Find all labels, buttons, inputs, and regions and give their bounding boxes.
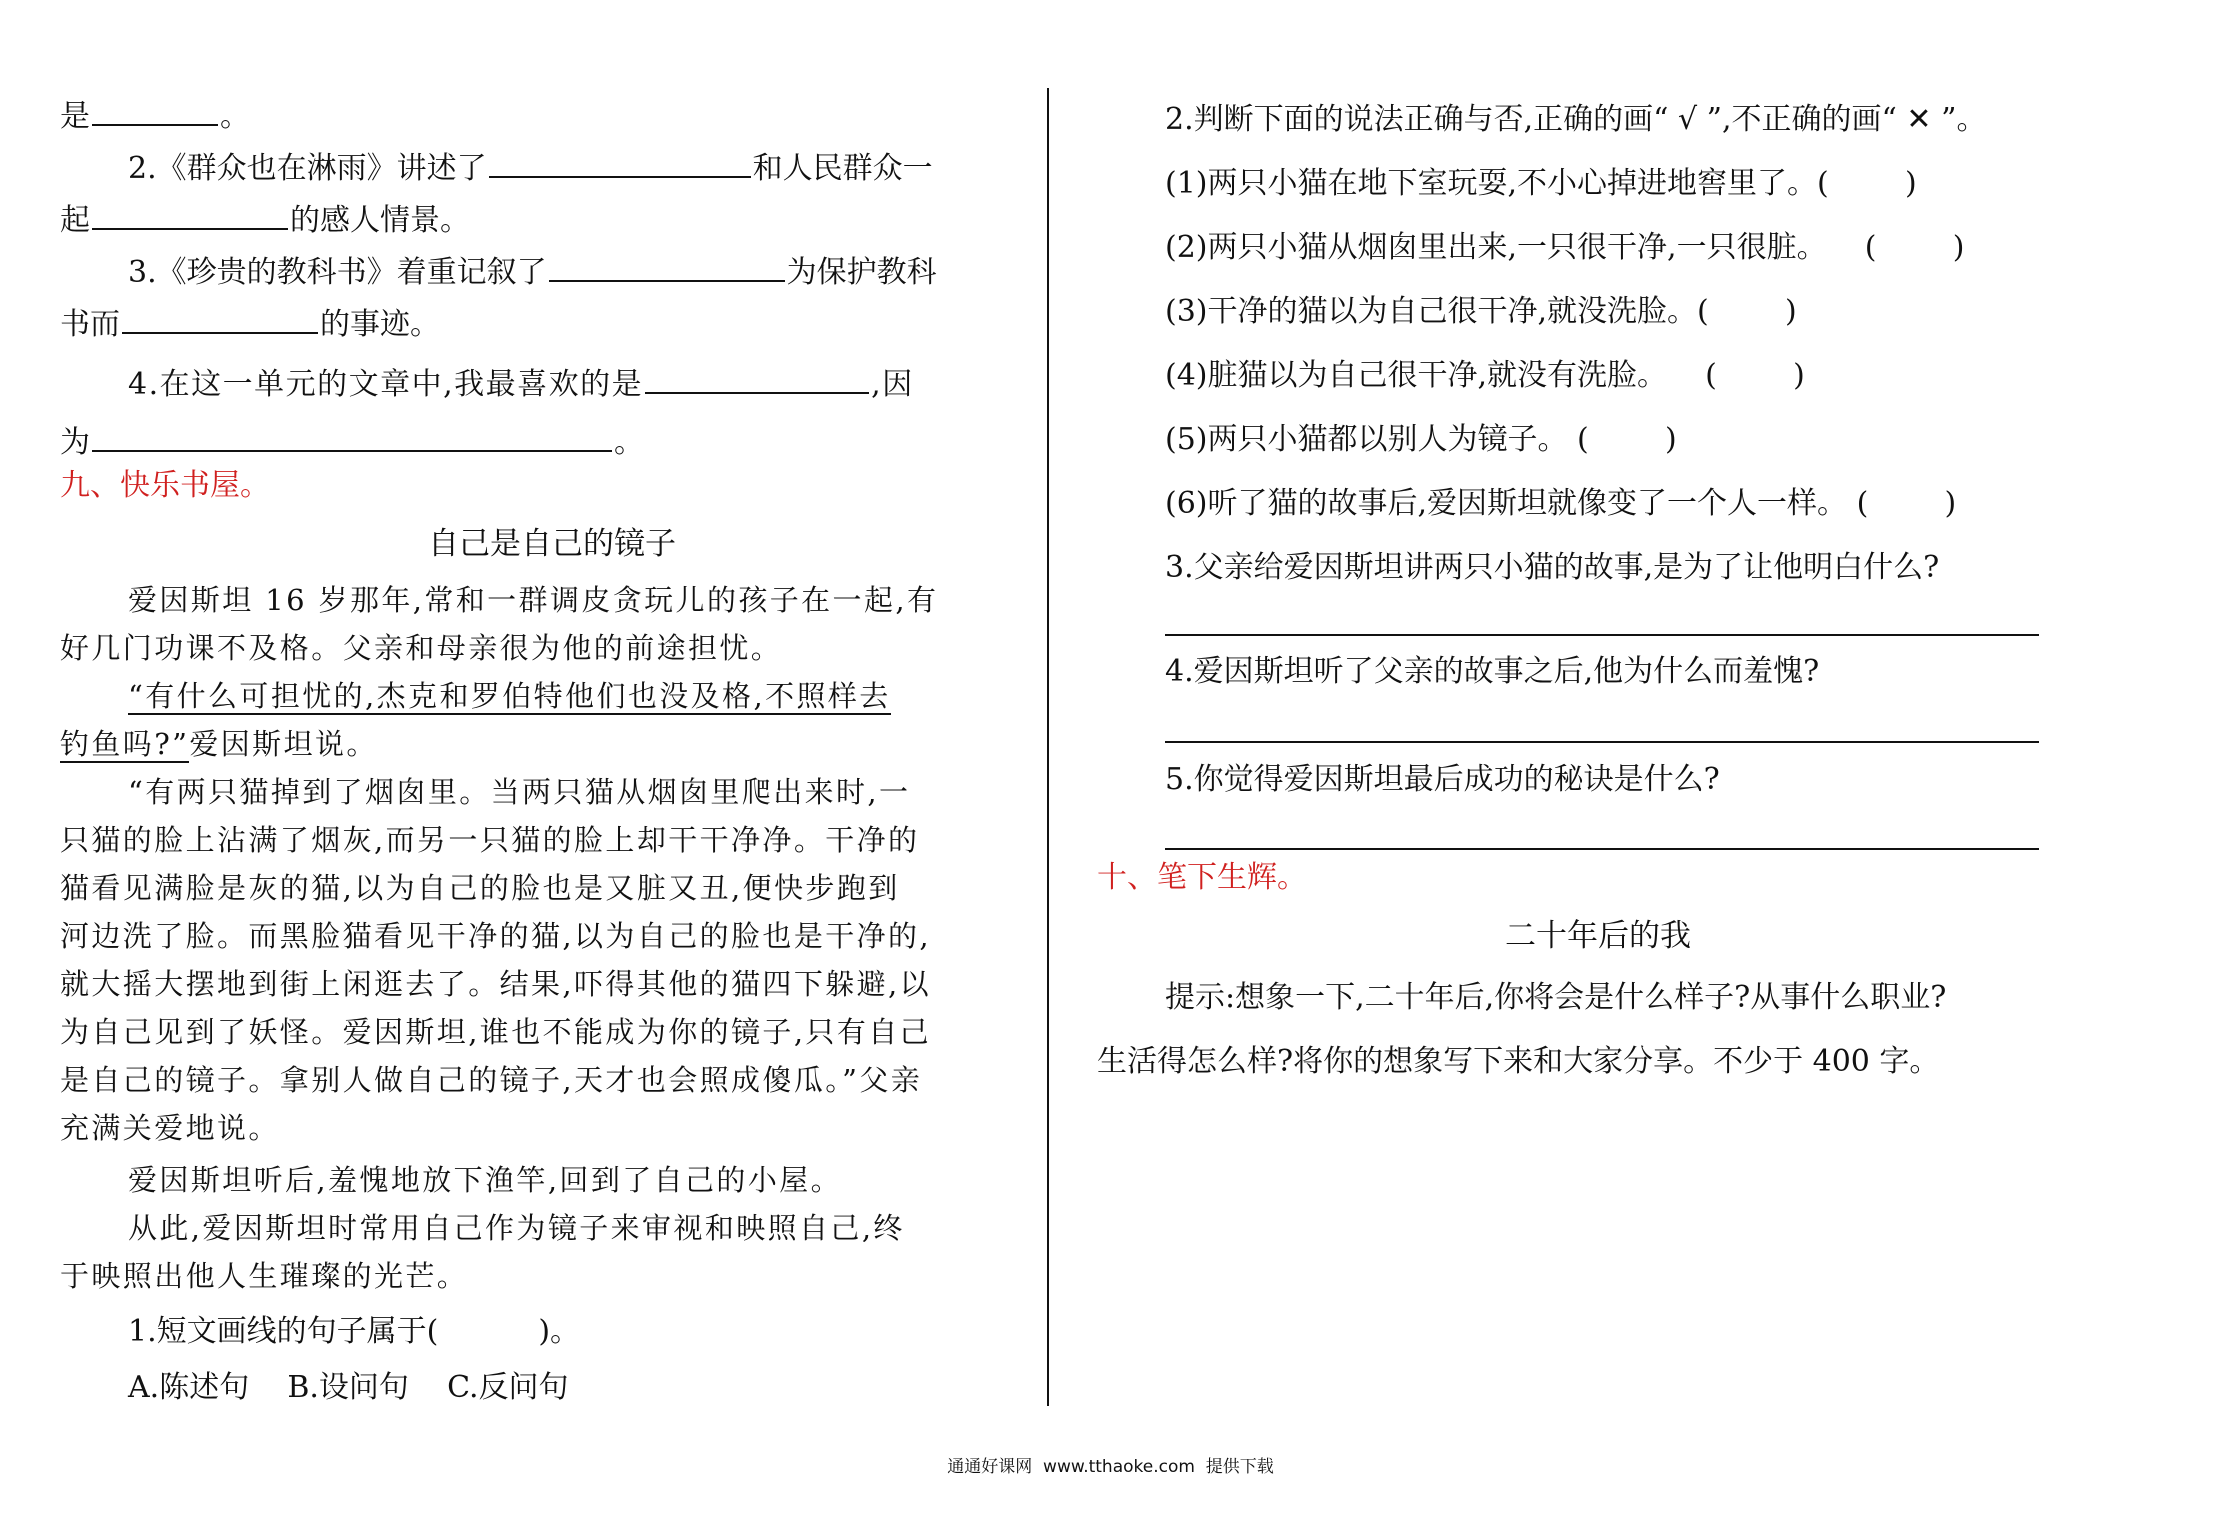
- story-line: 只猫的脸上沾满了烟灰,而另一只猫的脸上却干干净净。干净的: [60, 823, 920, 857]
- judgment-item-6: (6)听了猫的故事后,爱因斯坦就像变了一个人一样。 ( ): [1165, 486, 1957, 521]
- story-line: “有两只猫掉到了烟囱里。当两只猫从烟囱里爬出来时,一: [128, 775, 911, 809]
- q4-text: ,因: [871, 367, 914, 402]
- section-9-heading: 九、快乐书屋。: [60, 468, 270, 503]
- q3-text: 书而: [60, 307, 120, 342]
- answer-line[interactable]: [1165, 848, 2039, 850]
- question-3-line-1: [128, 250, 937, 293]
- question-3-line-2: [60, 302, 440, 345]
- question-1-tail: [60, 94, 250, 137]
- q3-text: 3.《珍贵的教科书》着重记叙了: [128, 255, 547, 290]
- story-line: 充满关爱地说。: [60, 1111, 280, 1145]
- essay-prompt-line-1: 提示:想象一下,二十年后,你将会是什么样子?从事什么职业?: [1165, 980, 1947, 1015]
- story-line: 河边洗了脸。而黑脸猫看见干净的猫,以为自己的脸也是干净的,: [60, 919, 932, 953]
- q2-text: 起: [60, 203, 90, 238]
- essay-title: 二十年后的我: [1505, 918, 1691, 954]
- section-10-heading: 十、笔下生辉。: [1097, 860, 1307, 895]
- story-line: 就大摇大摆地到街上闲逛去了。结果,吓得其他的猫四下躲避,以: [60, 967, 932, 1001]
- story-underlined-line: [128, 676, 891, 716]
- sub-question-2: 2.判断下面的说法正确与否,正确的画“ √ ”,不正确的画“ ✕ ”。: [1165, 102, 1987, 137]
- q3-text: 的事迹。: [320, 307, 440, 342]
- sub-question-3: 3.父亲给爱因斯坦讲两只小猫的故事,是为了让他明白什么?: [1165, 550, 1940, 585]
- q3-text: 为保护教科: [786, 255, 937, 290]
- answer-blank[interactable]: [549, 250, 785, 282]
- underlined-sentence-end: 钓鱼吗?”: [60, 727, 190, 761]
- answer-blank[interactable]: [489, 146, 751, 178]
- judgment-item-4: (4)脏猫以为自己很干净,就没有洗脸。 ( ): [1165, 358, 1805, 393]
- judgment-item-3: (3)干净的猫以为自己很干净,就没洗脸。( ): [1165, 294, 1797, 329]
- q4-text: 4.在这一单元的文章中,我最喜欢的是: [128, 367, 644, 402]
- story-line: 猫看见满脸是灰的猫,以为自己的脸也是又脏又丑,便快步跑到: [60, 871, 900, 905]
- footer-credit: 通通好课网 www.tthaoke.com 提供下载: [947, 1457, 1274, 1477]
- question-4-line-2: [60, 420, 644, 463]
- sub-question-1-options: A.陈述句 B.设问句 C.反问句: [128, 1370, 569, 1405]
- column-divider: [1047, 88, 1049, 1406]
- story-line: 爱因斯坦听后,羞愧地放下渔竿,回到了自己的小屋。: [128, 1163, 843, 1197]
- story-line: 爱因斯坦 16 岁那年,常和一群调皮贪玩儿的孩子在一起,有: [128, 583, 939, 617]
- answer-line[interactable]: [1165, 634, 2039, 636]
- underlined-sentence: “有什么可担忧的,杰克和罗伯特他们也没及格,不照样去: [128, 679, 891, 713]
- question-2-line-1: [128, 146, 933, 189]
- answer-blank[interactable]: [92, 94, 218, 126]
- sub-question-1: [128, 1312, 580, 1352]
- sub-question-5: 5.你觉得爱因斯坦最后成功的秘诀是什么?: [1165, 762, 1720, 797]
- judgment-item-5: (5)两只小猫都以别人为镜子。 ( ): [1165, 422, 1677, 457]
- story-line: 是自己的镜子。拿别人做自己的镜子,天才也会照成傻瓜。”父亲: [60, 1063, 923, 1097]
- q2-text: 2.《群众也在淋雨》讲述了: [128, 151, 487, 186]
- story-line: 为自己见到了妖怪。爱因斯坦,谁也不能成为你的镜子,只有自己: [60, 1015, 932, 1049]
- answer-blank[interactable]: [92, 198, 288, 230]
- q2-text: 的感人情景。: [290, 203, 470, 238]
- judgment-item-2: (2)两只小猫从烟囱里出来,一只很干净,一只很脏。 ( ): [1165, 230, 1965, 265]
- q4-text: 。: [614, 425, 644, 460]
- story-line: 好几门功课不及格。父亲和母亲很为他的前途担忧。: [60, 631, 783, 665]
- q2-text: 和人民群众一: [752, 151, 933, 186]
- sq1-end: )。: [538, 1314, 581, 1349]
- question-2-line-2: [60, 198, 470, 241]
- q1-start-text: 是: [60, 99, 90, 134]
- story-title: 自己是自己的镜子: [428, 526, 676, 562]
- story-line: 从此,爱因斯坦时常用自己作为镜子来审视和映照自己,终: [128, 1211, 905, 1245]
- q4-text: 为: [60, 425, 90, 460]
- answer-blank[interactable]: [122, 302, 318, 334]
- essay-prompt-line-2: 生活得怎么样?将你的想象写下来和大家分享。不少于 400 字。: [1097, 1044, 1940, 1079]
- answer-blank[interactable]: [645, 362, 869, 394]
- story-line: [60, 724, 378, 764]
- story-text: 爱因斯坦说。: [189, 727, 378, 761]
- answer-blank[interactable]: [92, 420, 612, 452]
- judgment-item-1: (1)两只小猫在地下室玩耍,不小心掉进地窖里了。( ): [1165, 166, 1917, 201]
- sq1-text: 1.短文画线的句子属于(: [128, 1314, 439, 1349]
- story-line: 于映照出他人生璀璨的光芒。: [60, 1259, 469, 1293]
- question-4-line-1: [128, 362, 914, 405]
- sub-question-4: 4.爱因斯坦听了父亲的故事之后,他为什么而羞愧?: [1165, 654, 1820, 689]
- answer-line[interactable]: [1165, 741, 2039, 743]
- q1-end-text: 。: [220, 99, 250, 134]
